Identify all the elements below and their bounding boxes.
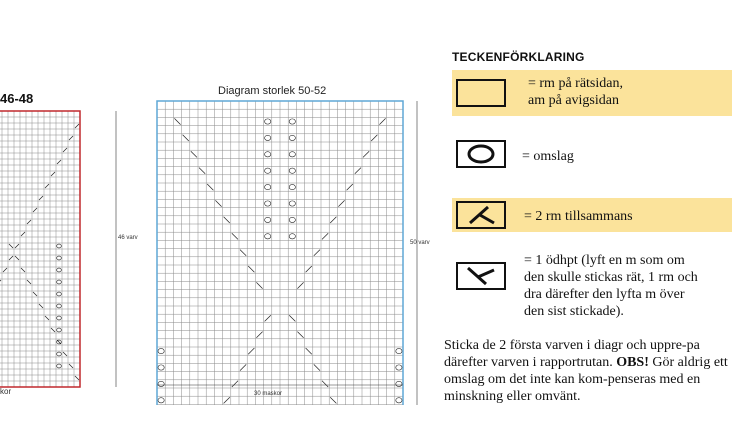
decrease-mark (45, 316, 49, 320)
legend-item-k2tog (452, 198, 742, 232)
diagram-small-title: 46-48 (0, 91, 34, 106)
legend-item-skp (452, 252, 742, 328)
decrease-mark (191, 151, 197, 157)
decrease-mark (322, 233, 328, 239)
decrease-mark (21, 268, 25, 272)
decrease-mark (297, 332, 303, 338)
diagram-small (0, 85, 140, 395)
yarn-over-mark (57, 268, 62, 272)
yarn-over-mark (57, 256, 62, 260)
decrease-mark (306, 348, 312, 354)
decrease-mark (248, 348, 254, 354)
yarn-over-icon (456, 140, 506, 168)
decrease-mark (297, 282, 303, 288)
decrease-mark (289, 315, 295, 321)
yarn-over-mark (265, 152, 271, 157)
legend-text-plain-line2: am på avigsidan (528, 93, 619, 108)
yarn-over-mark (158, 398, 164, 403)
diagram-large-rows-label: 50 varv (410, 240, 430, 246)
decrease-mark (39, 196, 43, 200)
decrease-mark (39, 304, 43, 308)
decrease-mark (330, 217, 336, 223)
yarn-over-mark (265, 234, 271, 239)
yarn-over-mark (265, 119, 271, 124)
decrease-mark (57, 160, 61, 164)
yarn-over-mark (158, 348, 164, 353)
yarn-over-mark (289, 201, 295, 206)
yarn-over-mark (265, 217, 271, 222)
yarn-over-mark (289, 168, 295, 173)
decrease-mark (27, 220, 31, 224)
decrease-mark (69, 136, 73, 140)
decrease-mark (232, 381, 238, 387)
yarn-over-mark (265, 184, 271, 189)
yarn-over-mark (396, 398, 402, 403)
instruction-note (444, 337, 742, 405)
decrease-mark (69, 364, 73, 368)
decrease-mark (355, 168, 361, 174)
decrease-mark (347, 184, 353, 190)
yarn-over-mark (57, 364, 62, 368)
yarn-over-mark (396, 365, 402, 370)
note-text-1: Sticka de 2 första varven i diagr och uppre-pa därefter varven i rapportrutan. (444, 338, 700, 370)
decrease-mark (63, 352, 67, 356)
yarn-over-mark (396, 348, 402, 353)
decrease-mark (371, 135, 377, 141)
decrease-mark (338, 200, 344, 206)
yarn-over-mark (265, 201, 271, 206)
yarn-over-mark (265, 168, 271, 173)
yarn-over-mark (158, 381, 164, 386)
diagram-large-grid (150, 85, 440, 405)
yarn-over-mark (57, 244, 62, 248)
decrease-mark (322, 381, 328, 387)
legend-text-skp-line3: dra därefter den lyfta m över (524, 287, 685, 302)
legend-item-plain (452, 70, 742, 116)
decrease-mark (306, 266, 312, 272)
diagram-small-stitches-label: kor (0, 387, 12, 396)
decrease-mark (3, 268, 7, 272)
decrease-mark (27, 280, 31, 284)
diagram-small-rows-label: 46 varv (118, 235, 138, 241)
decrease-mark (9, 256, 13, 260)
decrease-mark (63, 148, 67, 152)
yarn-over-mark (289, 152, 295, 157)
decrease-mark (51, 328, 55, 332)
legend-text-skp (524, 252, 744, 320)
decrease-mark (33, 292, 37, 296)
legend-text-skp-line2: den skulle stickas rät, 1 rm och (524, 270, 698, 285)
decrease-mark (33, 208, 37, 212)
decrease-mark (248, 266, 254, 272)
note-text-2: Gör aldrig ett omslag om det inte kan kom-penseras med en minskning eller omvänt. (444, 355, 728, 404)
decrease-mark (330, 397, 336, 403)
note-obs: OBS! (616, 355, 649, 370)
decrease-mark (15, 256, 19, 260)
legend-heading: TECKENFÖRKLARING (452, 50, 585, 64)
decrease-mark (75, 124, 79, 128)
yarn-over-mark (57, 328, 62, 332)
slip-knit-pass-icon (456, 262, 506, 290)
diagram-large-title: Diagram storlek 50-52 (218, 85, 327, 97)
decrease-mark (224, 217, 230, 223)
decrease-mark (15, 244, 19, 248)
decrease-mark (51, 172, 55, 176)
yarn-over-mark (289, 119, 295, 124)
decrease-mark (183, 135, 189, 141)
decrease-mark (0, 280, 1, 284)
diagram-large-stitches-label: 30 maskor (254, 391, 283, 397)
yarn-over-mark (57, 304, 62, 308)
legend-text-k2tog: = 2 rm tillsammans (524, 209, 633, 224)
knit-two-together-icon (456, 201, 506, 229)
yarn-over-mark (396, 381, 402, 386)
yarn-over-mark (57, 280, 62, 284)
decrease-mark (174, 118, 180, 124)
decrease-mark (314, 250, 320, 256)
yarn-over-mark (158, 365, 164, 370)
decrease-mark (9, 244, 13, 248)
yarn-over-mark (265, 135, 271, 140)
legend-text-plain-line1: = rm på rätsidan, (528, 76, 623, 91)
decrease-mark (240, 364, 246, 370)
decrease-mark (75, 376, 79, 380)
decrease-mark (240, 250, 246, 256)
decrease-mark (207, 184, 213, 190)
decrease-mark (232, 233, 238, 239)
diagram-large (150, 85, 440, 405)
yarn-over-mark (289, 135, 295, 140)
decrease-mark (199, 168, 205, 174)
decrease-mark (363, 151, 369, 157)
legend-text-skp-line4: den sist stickade). (524, 304, 624, 319)
decrease-mark (21, 232, 25, 236)
yarn-over-mark (289, 184, 295, 189)
legend-item-yarn-over (452, 138, 742, 174)
yarn-over-mark (57, 316, 62, 320)
decrease-mark (256, 282, 262, 288)
legend-text-yarn-over: = omslag (522, 149, 574, 164)
decrease-mark (45, 184, 49, 188)
decrease-mark (215, 200, 221, 206)
yarn-over-mark (57, 292, 62, 296)
decrease-mark (256, 332, 262, 338)
decrease-mark (224, 397, 230, 403)
empty-box-icon (456, 79, 506, 107)
legend-text-plain (528, 75, 623, 109)
legend-text-skp-line1: = 1 ödhpt (lyft en m som om (524, 253, 685, 268)
decrease-mark (379, 118, 385, 124)
yarn-over-mark (289, 217, 295, 222)
decrease-mark (265, 315, 271, 321)
yarn-over-mark (57, 352, 62, 356)
decrease-mark (314, 364, 320, 370)
yarn-over-mark (289, 234, 295, 239)
